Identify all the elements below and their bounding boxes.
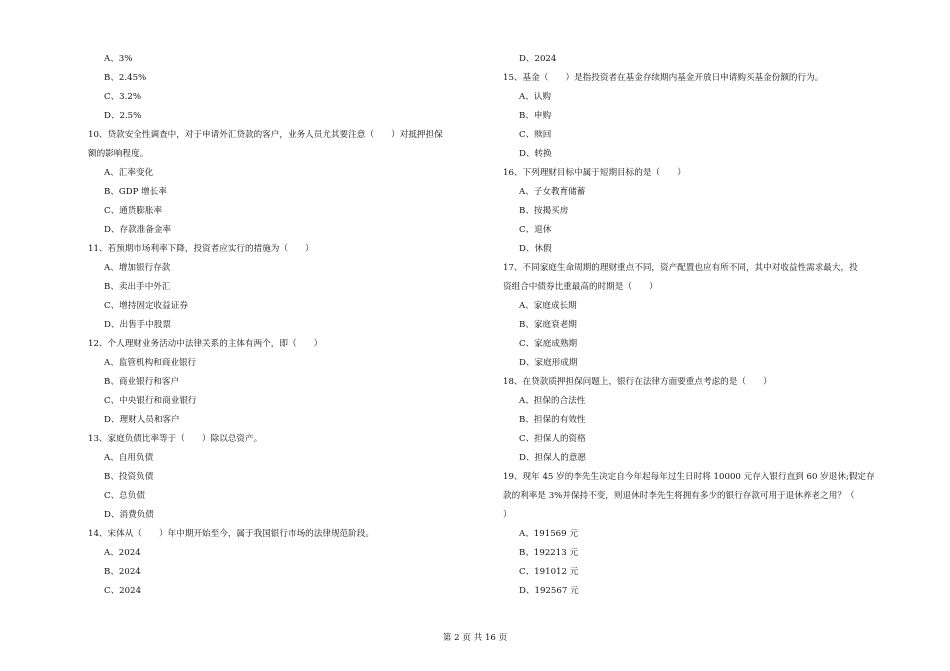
answer-option: C、3.2% — [104, 92, 142, 102]
answer-option: C、中央银行和商业银行 — [104, 396, 197, 406]
question-text: 14、宋体从（ ）年中期开始至今，属于我国银行市场的法律规范阶段。 — [88, 529, 374, 539]
question-text: 17、不同家庭生命周期的理财重点不同，资产配置也应有所不同，其中对收益性需求最大，投 — [503, 263, 858, 273]
answer-option: B、2024 — [104, 567, 141, 577]
answer-option: D、理财人员和客户 — [104, 415, 180, 425]
answer-option: D、转换 — [519, 149, 552, 159]
answer-option: A、子女教育储蓄 — [519, 187, 586, 197]
question-text: 10、贷款安全性调查中，对于申请外汇贷款的客户，业务人员尤其要注意（ ）对抵押担保 — [88, 130, 443, 140]
question-text: 18、在贷款质押担保问题上，银行在法律方面要重点考虑的是（ ） — [503, 377, 772, 387]
question-text: 13、家庭负债比率等于（ ）除以总资产。 — [88, 434, 263, 444]
answer-option: A、监管机构和商业银行 — [104, 358, 197, 368]
answer-option: D、出售手中股票 — [104, 320, 172, 330]
answer-option: C、增持固定收益证券 — [104, 301, 188, 311]
answer-option: D、2024 — [519, 54, 557, 64]
question-text: 款的利率是 3%并保持不变，则退休时李先生将拥有多少的银行存款可用于退休养老之用？（ — [503, 491, 855, 501]
answer-option: A、担保的合法性 — [519, 396, 586, 406]
answer-option: B、192213 元 — [519, 548, 579, 558]
answer-option: B、2.45% — [104, 73, 147, 83]
page-footer: 第 2 页 共 16 页 — [442, 633, 508, 643]
answer-option: D、担保人的意愿 — [519, 453, 587, 463]
question-text: 额的影响程度。 — [88, 149, 149, 159]
answer-option: B、投资负债 — [104, 472, 154, 482]
answer-option: D、192567 元 — [519, 586, 579, 596]
question-text: 12、个人理财业务活动中法律关系的主体有两个，即（ ） — [88, 339, 323, 349]
answer-option: C、担保人的资格 — [519, 434, 586, 444]
answer-option: C、退休 — [519, 225, 552, 235]
answer-option: D、2.5% — [104, 111, 142, 121]
answer-option: C、2024 — [104, 586, 142, 596]
answer-option: A、2024 — [104, 548, 141, 558]
answer-option: D、消费负债 — [104, 510, 154, 520]
answer-option: A、汇率变化 — [104, 168, 154, 178]
answer-option: C、赎回 — [519, 130, 552, 140]
answer-option: B、家庭衰老期 — [519, 320, 577, 330]
question-text: ） — [503, 510, 512, 520]
answer-option: B、商业银行和客户 — [104, 377, 180, 387]
answer-option: B、按揭买房 — [519, 206, 569, 216]
left-column — [88, 50, 488, 601]
answer-option: B、卖出手中外汇 — [104, 282, 171, 292]
question-text: 16、下列理财目标中属于短期目标的是（ ） — [503, 168, 686, 178]
question-text: 19、现年 45 岁的李先生决定自今年起每年过生日时将 10000 元存入银行直到 60 岁退休;假定存 — [503, 472, 875, 482]
question-text: 资组合中债券比重最高的时期是（ ） — [503, 282, 658, 292]
answer-option: A、3% — [104, 54, 133, 64]
answer-option: A、家庭成长期 — [519, 301, 577, 311]
answer-option: C、总负债 — [104, 491, 145, 501]
answer-option: B、担保的有效性 — [519, 415, 586, 425]
answer-option: A、自用负债 — [104, 453, 154, 463]
answer-option: D、家庭形成期 — [519, 358, 578, 368]
answer-option: A、认购 — [519, 92, 551, 102]
answer-option: B、GDP 增长率 — [104, 187, 167, 197]
question-text: 15、基金（ ）是指投资者在基金存续期内基金开放日申请购买基金份额的行为。 — [503, 73, 824, 83]
right-column — [503, 50, 908, 601]
answer-option: C、191012 元 — [519, 567, 579, 577]
question-text: 11、若预期市场利率下降，投资者应实行的措施为（ ） — [88, 244, 314, 254]
answer-option: D、存款准备金率 — [104, 225, 172, 235]
answer-option: C、通货膨胀率 — [104, 206, 163, 216]
answer-option: D、休假 — [519, 244, 552, 254]
answer-option: B、申购 — [519, 111, 552, 121]
answer-option: C、家庭成熟期 — [519, 339, 578, 349]
answer-option: A、增加银行存款 — [104, 263, 171, 273]
answer-option: A、191569 元 — [519, 529, 578, 539]
